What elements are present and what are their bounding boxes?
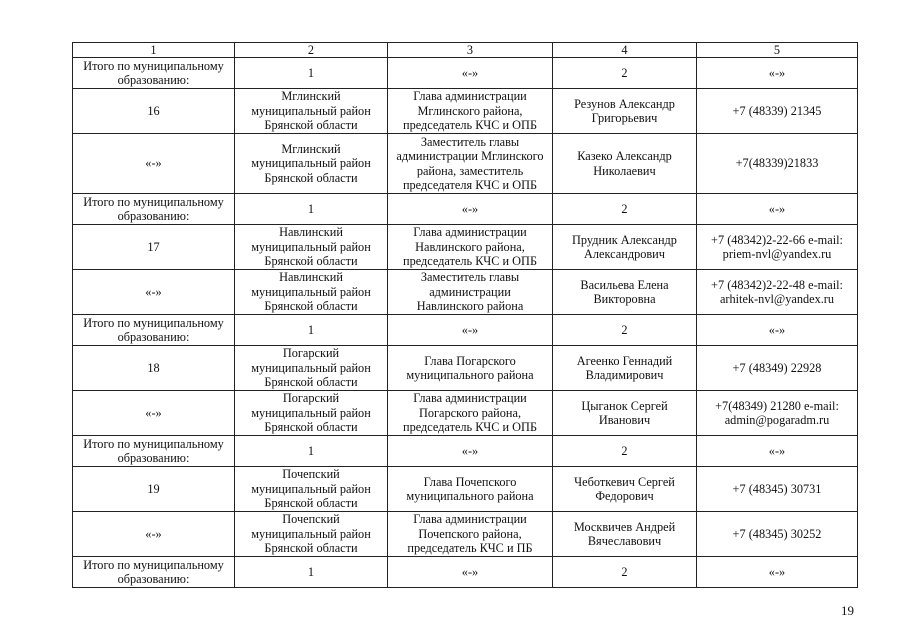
table-cell: Глава администрации Навлинского района, председатель КЧС и ОПБ	[388, 225, 553, 270]
table-cell: Васильева Елена Викторовна	[553, 270, 697, 315]
table-cell: Москвичев Андрей Вячеславович	[553, 512, 697, 557]
table-cell: Заместитель главы администрации Навлинского района	[388, 270, 553, 315]
table-row	[73, 557, 858, 588]
table-cell: Почепский муниципальный район Брянской области	[235, 467, 388, 512]
header-cell: 3	[388, 43, 553, 58]
table-cell: «-»	[388, 58, 553, 89]
table-cell: «-»	[388, 557, 553, 588]
table-row	[73, 89, 858, 134]
table-cell: 2	[553, 58, 697, 89]
table-cell: «-»	[697, 557, 858, 588]
table-cell: +7 (48345) 30252	[697, 512, 858, 557]
table-row	[73, 315, 858, 346]
table-cell: Мглинский муниципальный район Брянской области	[235, 89, 388, 134]
table-cell: «-»	[697, 58, 858, 89]
table-row	[73, 270, 858, 315]
table-cell: Итого по муниципальному образованию:	[73, 58, 235, 89]
table-cell: 2	[553, 194, 697, 225]
table-cell: Глава Почепского муниципального района	[388, 467, 553, 512]
table-cell: Мглинский муниципальный район Брянской области	[235, 134, 388, 194]
table-row	[73, 346, 858, 391]
table-cell: Итого по муниципальному образованию:	[73, 315, 235, 346]
table-cell: Почепский муниципальный район Брянской области	[235, 512, 388, 557]
table-cell: 1	[235, 58, 388, 89]
table-cell: +7 (48349) 22928	[697, 346, 858, 391]
table-cell: 1	[235, 315, 388, 346]
table-cell: Глава администрации Погарского района, председатель КЧС и ОПБ	[388, 391, 553, 436]
table-row	[73, 512, 858, 557]
table-cell: «-»	[73, 134, 235, 194]
table-cell: «-»	[73, 512, 235, 557]
table-cell: Глава Погарского муниципального района	[388, 346, 553, 391]
table-cell: +7(48339)21833	[697, 134, 858, 194]
table-cell: 19	[73, 467, 235, 512]
table-cell: 17	[73, 225, 235, 270]
table-cell: Итого по муниципальному образованию:	[73, 436, 235, 467]
table-cell: «-»	[388, 194, 553, 225]
table-cell: Навлинский муниципальный район Брянской области	[235, 225, 388, 270]
table-cell: Чеботкевич Сергей Федорович	[553, 467, 697, 512]
header-cell: 4	[553, 43, 697, 58]
table-cell: 2	[553, 557, 697, 588]
table-cell: 1	[235, 557, 388, 588]
table-row	[73, 391, 858, 436]
table-cell: +7 (48342)2-22-66 e-mail: priem-nvl@yandex.ru	[697, 225, 858, 270]
table-cell: Погарский муниципальный район Брянской области	[235, 346, 388, 391]
table-cell: 1	[235, 436, 388, 467]
table-cell: Заместитель главы администрации Мглинского района, заместитель председателя КЧС и ОПБ	[388, 134, 553, 194]
table-cell: Цыганок Сергей Иванович	[553, 391, 697, 436]
table-cell: +7 (48345) 30731	[697, 467, 858, 512]
table-cell: Погарский муниципальный район Брянской области	[235, 391, 388, 436]
page-number: 19	[841, 603, 854, 618]
table-cell: Казеко Александр Николаевич	[553, 134, 697, 194]
table-cell: Глава администрации Мглинского района, председатель КЧС и ОПБ	[388, 89, 553, 134]
table-row	[73, 436, 858, 467]
contacts-table	[72, 42, 858, 588]
table-cell: 1	[235, 194, 388, 225]
table-cell: +7(48349) 21280 e-mail: admin@pogaradm.ru	[697, 391, 858, 436]
table-cell: Резунов Александр Григорьевич	[553, 89, 697, 134]
header-cell: 5	[697, 43, 858, 58]
table-row	[73, 225, 858, 270]
table-row	[73, 134, 858, 194]
table-cell: Навлинский муниципальный район Брянской области	[235, 270, 388, 315]
table-cell: 2	[553, 315, 697, 346]
table-cell: «-»	[388, 436, 553, 467]
table-cell: «-»	[73, 270, 235, 315]
table-cell: «-»	[697, 194, 858, 225]
table-cell: «-»	[697, 436, 858, 467]
table-cell: Глава администрации Почепского района, председатель КЧС и ПБ	[388, 512, 553, 557]
header-row	[73, 43, 858, 58]
table-cell: 18	[73, 346, 235, 391]
header-cell: 2	[235, 43, 388, 58]
table-cell: 16	[73, 89, 235, 134]
table-row	[73, 467, 858, 512]
table-cell: Итого по муниципальному образованию:	[73, 557, 235, 588]
table-row	[73, 58, 858, 89]
table-cell: «-»	[697, 315, 858, 346]
table-cell: «-»	[388, 315, 553, 346]
table-cell: +7 (48342)2-22-48 e-mail: arhitek-nvl@yandex.ru	[697, 270, 858, 315]
table-cell: 2	[553, 436, 697, 467]
table-cell: Итого по муниципальному образованию:	[73, 194, 235, 225]
table-row	[73, 194, 858, 225]
header-cell: 1	[73, 43, 235, 58]
table-cell: Прудник Александр Александрович	[553, 225, 697, 270]
table-cell: «-»	[73, 391, 235, 436]
table-cell: +7 (48339) 21345	[697, 89, 858, 134]
table-cell: Агеенко Геннадий Владимирович	[553, 346, 697, 391]
